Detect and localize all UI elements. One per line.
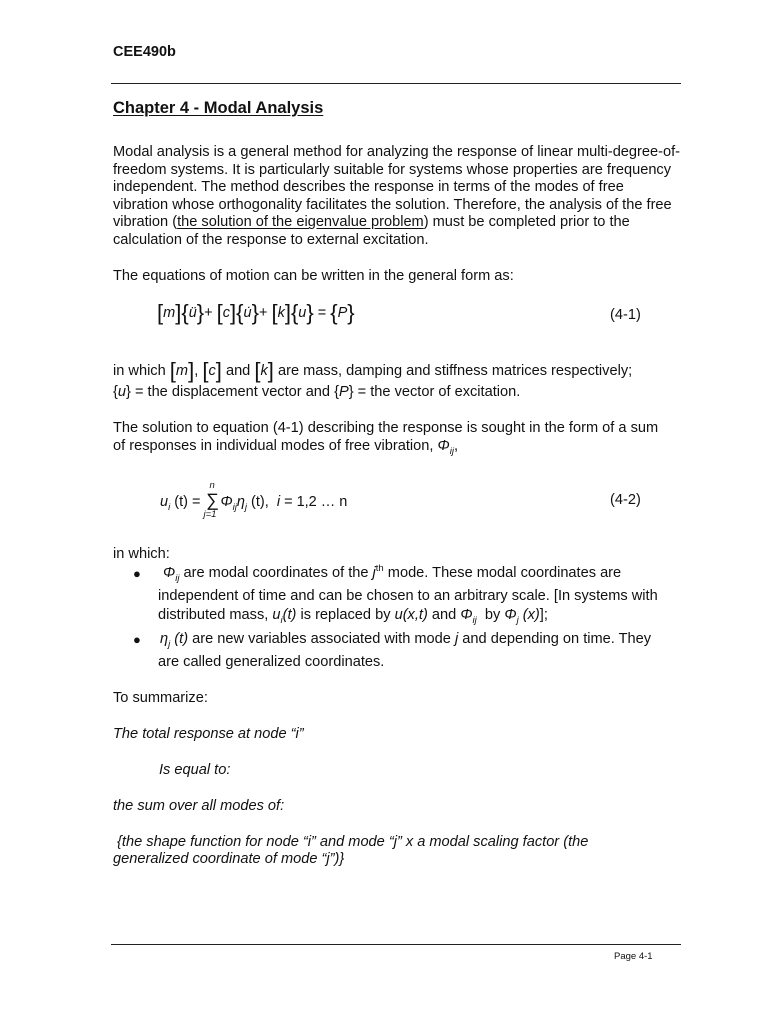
equation-4-1: [m]{ü}+ [c]{u̇}+ [k]{u} = {P} — [157, 300, 355, 325]
intro-text-2: ) must be completed prior to the calculation of the response to external excitation. — [113, 214, 630, 248]
intro-paragraph — [113, 144, 683, 250]
summary-line-4: {the shape function for node “i” and mode “j” x a modal scaling factor (the — [113, 834, 589, 850]
bullet-dot-1: ● — [133, 566, 141, 581]
chapter-title: Chapter 4 - Modal Analysis — [113, 99, 324, 117]
equation-4-2: $u_i$ (t) = ∑ n j=1 $\Phi_{ij}\eta_j$ (t), i = 1,2 … n — [160, 480, 348, 520]
page-number: Page 4-1 — [614, 951, 653, 962]
bullet-1-line-2: independent of time and can be chosen to an arbitrary scale. [In systems with — [158, 588, 658, 604]
bullet-dot-2: ● — [133, 632, 141, 647]
solution-line-1: The solution to equation (4-1) describing the response is sought in the form of a sum — [113, 420, 659, 436]
eigenvalue-phrase: the solution of the eigenvalue problem — [177, 214, 424, 231]
in-which-label: in which: — [113, 546, 170, 562]
bullet-2-line-2: are called generalized coordinates. — [158, 654, 385, 670]
summary-line-1: The total response at node “i” — [113, 726, 304, 742]
summary-line-5: generalized coordinate of mode “j”)} — [113, 851, 345, 867]
bullet-1-line-1: $\Phi_{ij}$ are modal coordinates of the $j^{th}$ mode. These modal coordinates are — [163, 563, 622, 584]
solution-line-2: of responses in individual modes of free vibration, $\Phi_{ij}$, — [113, 438, 459, 457]
header-rule — [111, 83, 681, 84]
vectors-description: {u} = the displacement vector and {P} = the vector of excitation. — [113, 384, 521, 400]
bullet-2-line-1: $\eta_j$ (t) are new variables associated with mode j and depending on time. They — [160, 631, 652, 650]
matrices-description: in which [m], [c] and [k] are mass, damping and stiffness matrices respectively; — [113, 358, 633, 383]
motion-intro: The equations of motion can be written in the general form as: — [113, 268, 514, 284]
summary-line-3: the sum over all modes of: — [113, 798, 285, 814]
bullet-1-line-3: distributed mass, $u_i(t)$ is replaced by u(x,t) and $\Phi_{ij}$ by $\Phi_j$ (x)]; — [158, 607, 548, 626]
footer-rule — [111, 944, 681, 945]
summary-heading: To summarize: — [113, 690, 208, 706]
equation-number-4-2: (4-2) — [610, 492, 641, 508]
equation-number-4-1: (4-1) — [610, 307, 641, 323]
course-header: CEE490b — [113, 44, 176, 60]
intro-text-1: Modal analysis is a general method for analyzing the response of linear multi-degree-of-freedom systems. It is particularly suitable for systems whose properties are frequency independent. The method describes the response in terms of the modes of free vibration whose orthogonality facilitates the solution. Therefore, the analysis of the free vibration ( — [113, 144, 681, 231]
summary-line-2: Is equal to: — [159, 762, 231, 778]
